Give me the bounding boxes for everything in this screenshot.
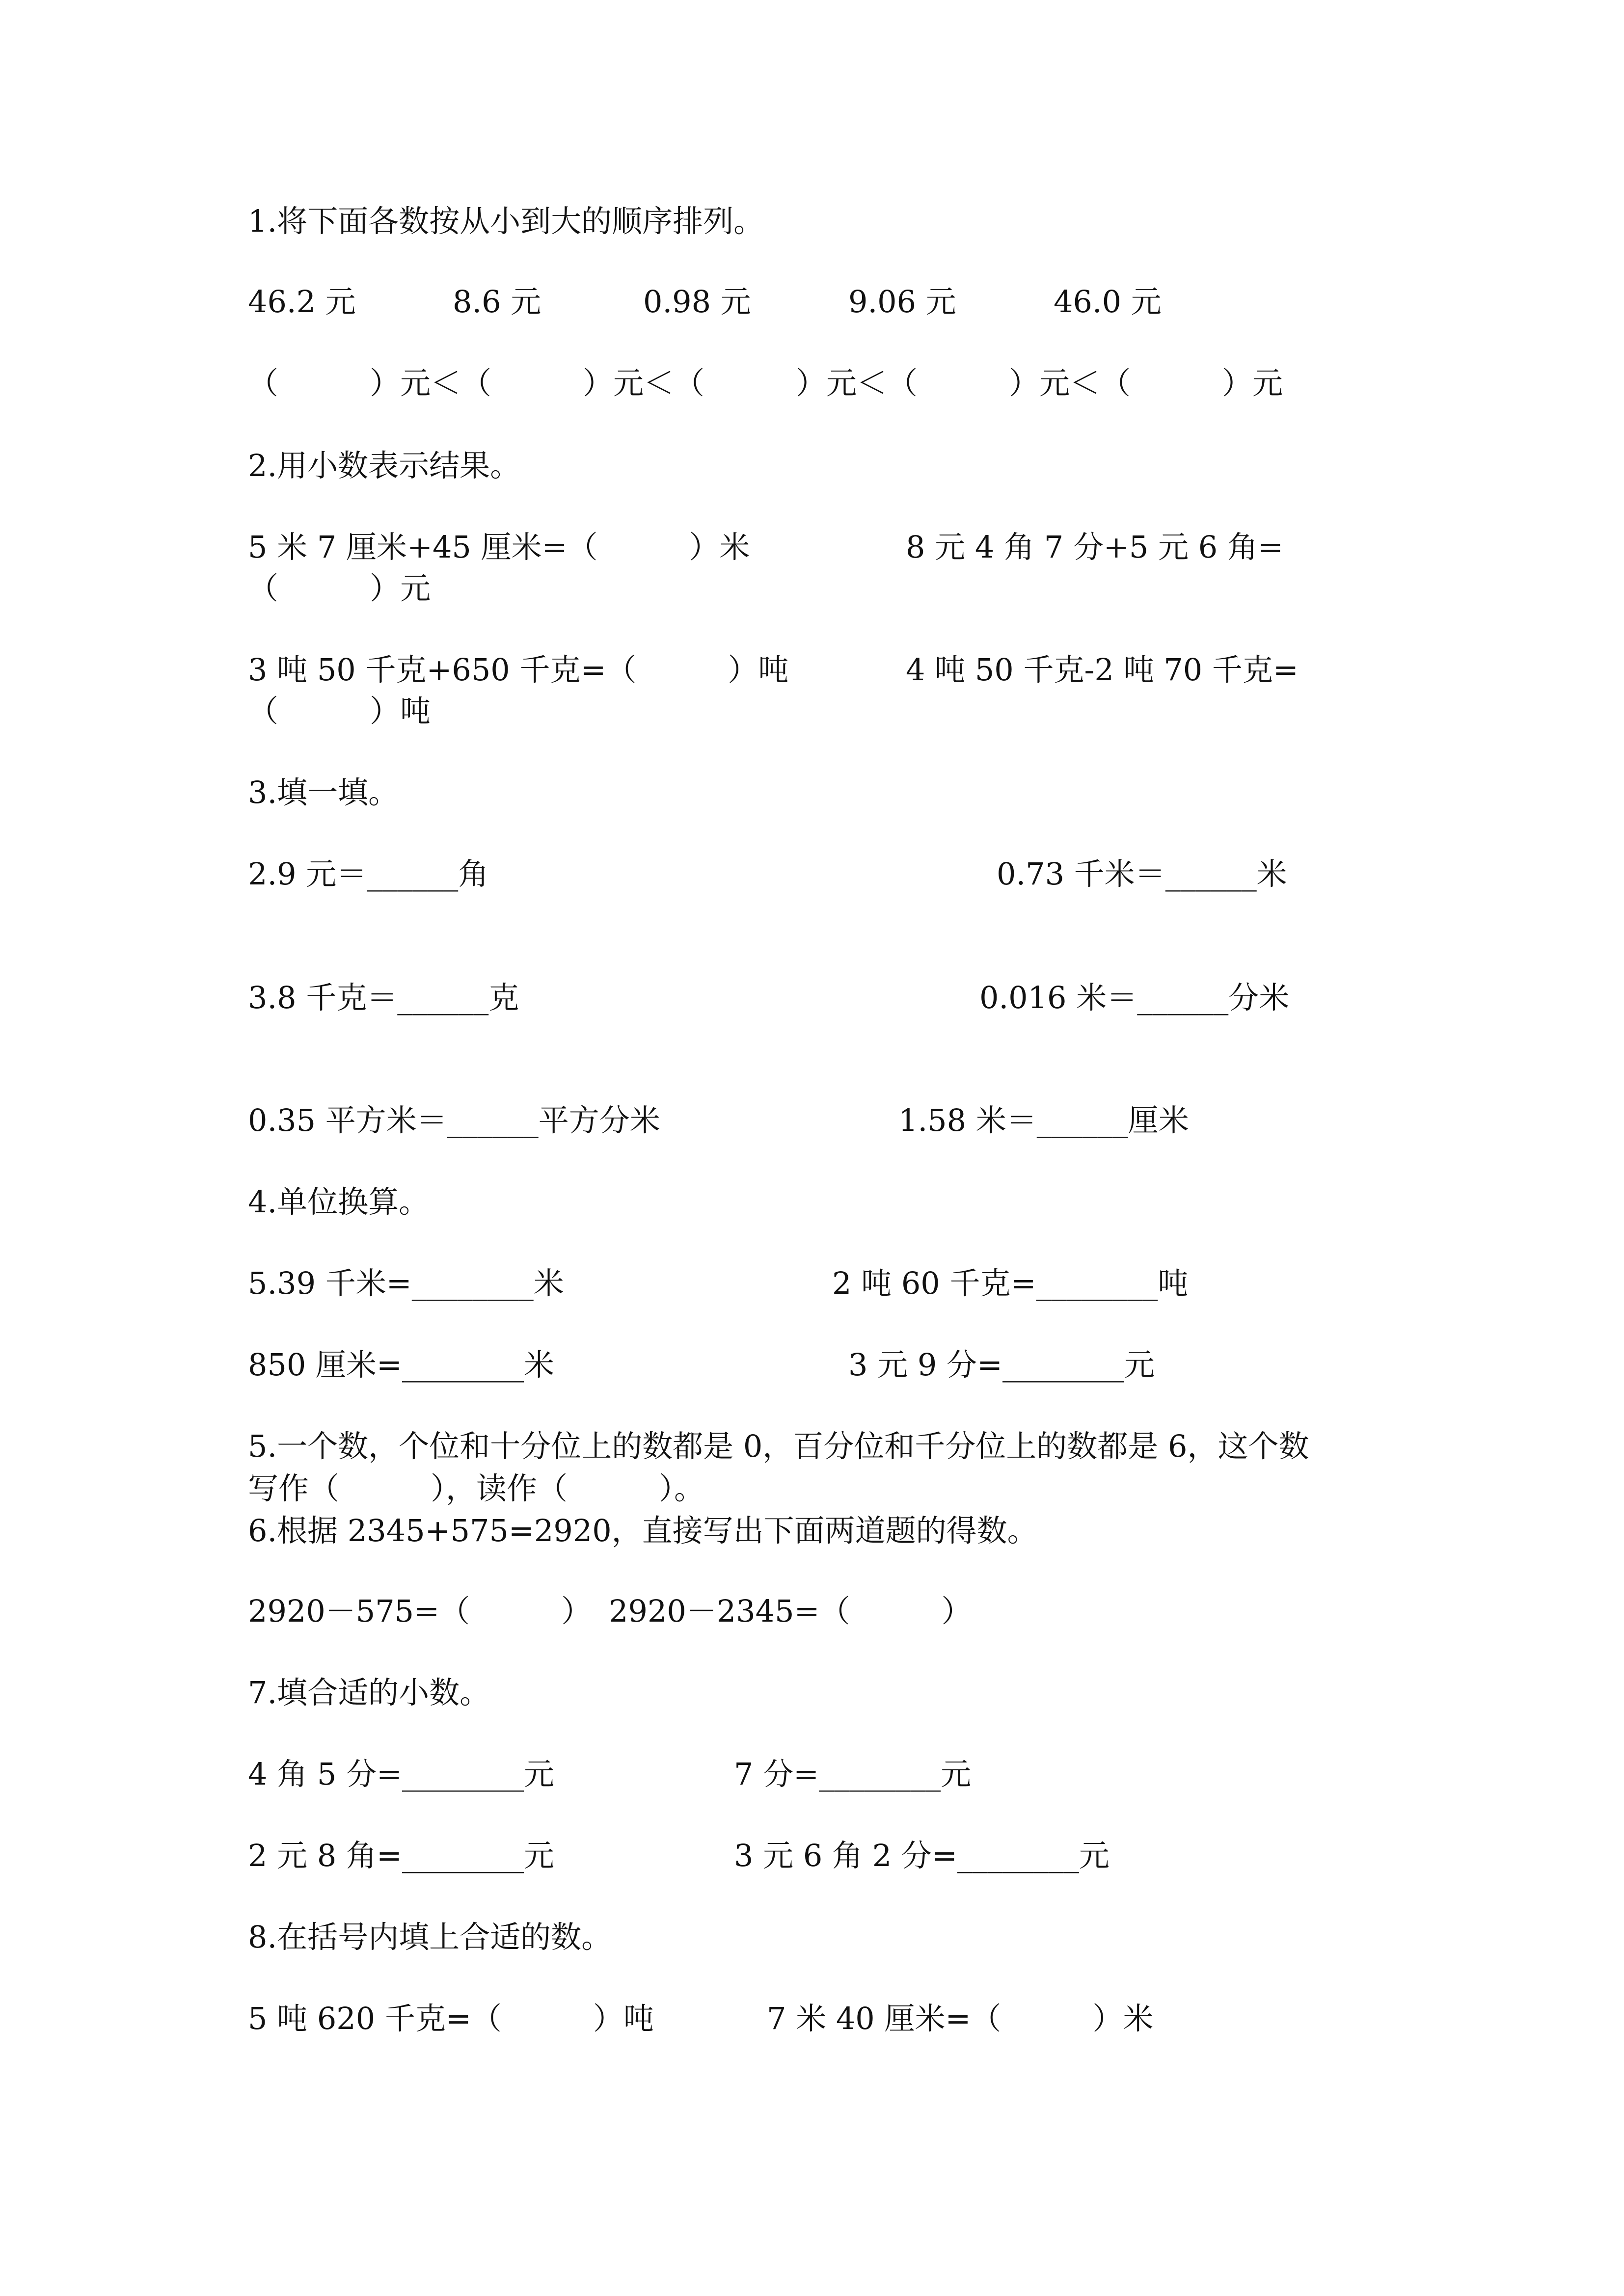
q3-item-e: 0.35 平方米＝______平方分米 [248,1102,660,1138]
q2-item-d-line1: 4 吨 50 千克-2 吨 70 千克= [906,652,1299,688]
q1-number-2: 8.6 元 [453,284,541,320]
q1-number-3: 0.98 元 [643,284,751,320]
q6-item-b: 2920－2345=（ ） [609,1593,972,1629]
q2-item-b-line2: （ ）元 [248,570,431,606]
q2-item-d-line2: （ ）吨 [248,693,431,729]
q6-item-a: 2920－575=（ ） [248,1593,592,1629]
q1-title: 1.将下面各数按从小到大的顺序排列。 [248,203,764,239]
q8-item-b: 7 米 40 厘米=（ ）米 [767,2001,1154,2036]
q1-number-1: 46.2 元 [248,284,356,320]
q2-item-c: 3 吨 50 千克+650 千克=（ ）吨 [248,652,789,688]
q4-item-a: 5.39 千米=________米 [248,1265,564,1301]
q2-item-a: 5 米 7 厘米+45 厘米=（ ）米 [248,529,750,565]
q4-title: 4.单位换算。 [248,1184,430,1220]
q8-title: 8.在括号内填上合适的数。 [248,1919,612,1955]
q1-order-line: （ ）元＜（ ）元＜（ ）元＜（ ）元＜（ ）元 [248,365,1283,401]
q7-item-c: 2 元 8 角=________元 [248,1838,554,1873]
q5-line1: 5.一个数，个位和十分位上的数都是 0，百分位和千分位上的数都是 6，这个数 [248,1428,1309,1464]
q4-item-b: 2 吨 60 千克=________吨 [832,1265,1189,1301]
q1-number-5: 46.0 元 [1054,284,1162,320]
q7-item-b: 7 分=________元 [734,1756,972,1792]
q7-title: 7.填合适的小数。 [248,1675,490,1710]
q1-number-4: 9.06 元 [848,284,956,320]
q3-item-c: 3.8 千克＝______克 [248,980,519,1015]
q4-item-c: 850 厘米=________米 [248,1347,554,1383]
q3-item-f: 1.58 米＝______厘米 [898,1102,1189,1138]
q4-item-d: 3 元 9 分=________元 [848,1347,1155,1383]
q3-item-b: 0.73 千米＝______米 [997,856,1287,892]
q3-item-d: 0.016 米＝______分米 [979,980,1290,1015]
q3-item-a: 2.9 元＝______角 [248,856,489,892]
q2-item-b-line1: 8 元 4 角 7 分+5 元 6 角= [906,529,1283,565]
q7-item-a: 4 角 5 分=________元 [248,1756,554,1792]
q5-line2: 写作（ ），读作（ ）。 [248,1470,705,1506]
q2-title: 2.用小数表示结果。 [248,448,521,483]
q8-item-a: 5 吨 620 千克=（ ）吨 [248,2001,654,2036]
q7-item-d: 3 元 6 角 2 分=________元 [734,1838,1110,1873]
q6-title: 6.根据 2345+575=2920，直接写出下面两道题的得数。 [248,1513,1038,1548]
q3-title: 3.填一填。 [248,774,399,810]
